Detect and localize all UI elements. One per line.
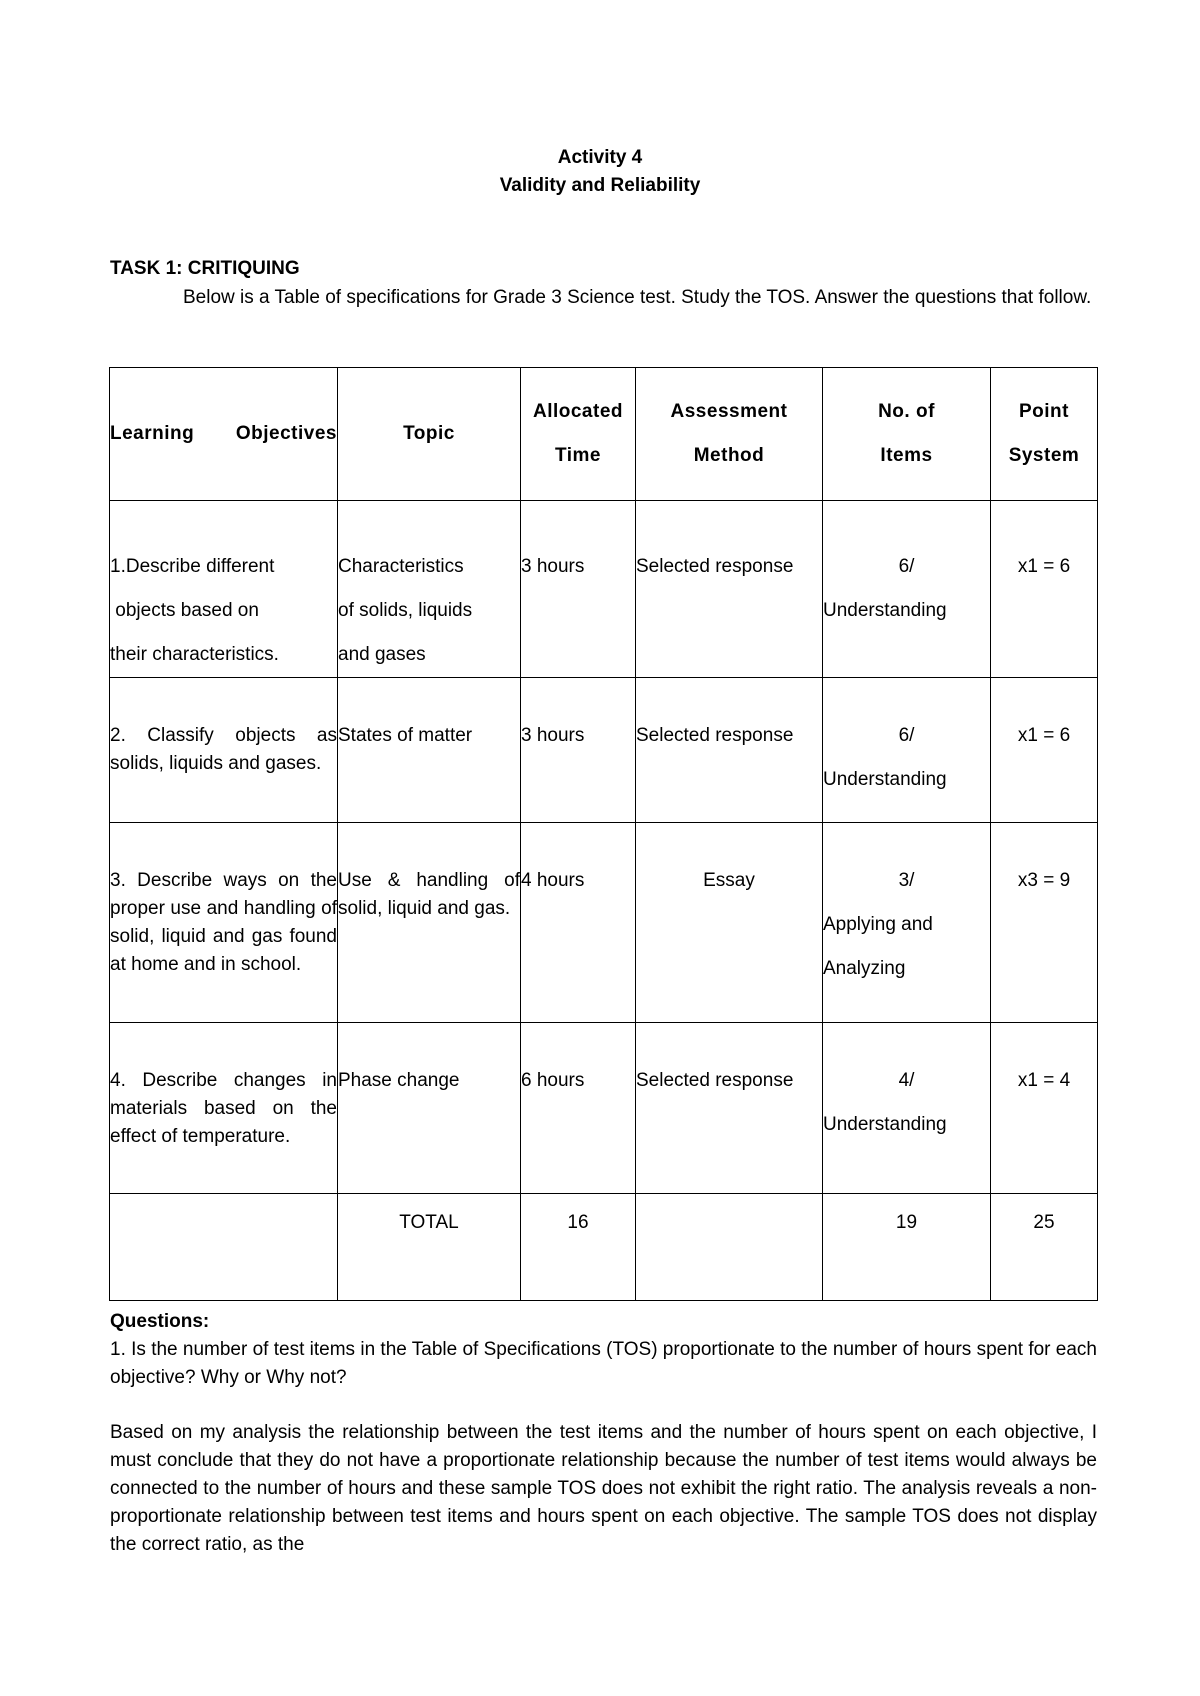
row4-objective: 4. Describe changes in materials based on the effect of temperature.	[110, 1023, 338, 1194]
row1-objective-line3: their characteristics.	[110, 644, 279, 665]
header-time-line1: Allocated	[532, 401, 624, 422]
row4-topic: Phase change	[338, 1023, 521, 1194]
row3-topic: Use & handling of solid, liquid and gas.	[338, 823, 521, 1023]
row3-items-count: 3/	[898, 870, 915, 891]
table-row	[110, 1023, 1098, 1194]
row1-items-level: Understanding	[823, 600, 947, 621]
row1-topic-line1: Characteristics	[338, 556, 464, 577]
row2-items-level: Understanding	[823, 769, 947, 790]
row1-objective-line1: 1.Describe different	[110, 556, 275, 577]
row1-objective	[110, 501, 338, 678]
total-empty-cell	[110, 1194, 338, 1301]
header-points	[991, 368, 1098, 501]
row2-time: 3 hours	[521, 678, 636, 823]
row1-topic-line2: of solids, liquids	[338, 600, 473, 621]
row4-points: x1 = 4	[991, 1023, 1098, 1194]
page-title: Activity 4	[557, 147, 643, 168]
row3-objective: 3. Describe ways on the proper use and handling of solid, liquid and gas found at home and in school.	[110, 823, 338, 1023]
row4-items-level: Understanding	[823, 1114, 947, 1135]
row4-items	[823, 1023, 991, 1194]
answer-paragraph: Based on my analysis the relationship between the test items and the number of hours spent on each objective, I must conclude that they do not have a proportionate relationship because the number of test items would always be connected to the number of hours and these sample TOS does not exhibit the right ratio. The analysis reveals a non-proportionate relationship between test items and hours spent on each objective. The sample TOS does not display the correct ratio, as the	[110, 1422, 1097, 1555]
total-items: 19	[823, 1194, 991, 1301]
row2-objective: 2. Classify objects as solids, liquids and gases.	[110, 678, 338, 823]
tos-table	[109, 367, 1098, 1301]
header-points-line2: System	[1008, 445, 1080, 466]
row3-method: Essay	[636, 823, 823, 1023]
question-1: 1. Is the number of test items in the Table of Specifications (TOS) proportionate to the number of hours spent for each objective? Why or Why not?	[110, 1339, 1097, 1388]
row2-method: Selected response	[636, 678, 823, 823]
header-items-line2: Items	[880, 445, 933, 466]
table-total-row	[110, 1194, 1098, 1301]
row1-items	[823, 501, 991, 678]
header-time-line2: Time	[554, 445, 601, 466]
total-method-empty	[636, 1194, 823, 1301]
page-subtitle: Validity and Reliability	[499, 175, 701, 196]
header-method	[636, 368, 823, 501]
row4-method: Selected response	[636, 1023, 823, 1194]
row1-topic	[338, 501, 521, 678]
row2-topic: States of matter	[338, 678, 521, 823]
row3-points: x3 = 9	[991, 823, 1098, 1023]
row4-time: 6 hours	[521, 1023, 636, 1194]
row3-items-level-1: Applying and	[823, 914, 933, 935]
row1-method: Selected response	[636, 501, 823, 678]
table-row	[110, 823, 1098, 1023]
row1-items-count: 6/	[898, 556, 915, 577]
total-time: 16	[521, 1194, 636, 1301]
row4-items-count: 4/	[898, 1070, 915, 1091]
row1-points: x1 = 6	[991, 501, 1098, 678]
table-row	[110, 501, 1098, 678]
table-header-row	[110, 368, 1098, 501]
header-topic: Topic	[338, 368, 521, 501]
total-label: TOTAL	[338, 1194, 521, 1301]
header-method-line2: Method	[693, 445, 765, 466]
task-heading: TASK 1: CRITIQUING	[110, 258, 300, 279]
row2-points: x1 = 6	[991, 678, 1098, 823]
table-row	[110, 678, 1098, 823]
header-items-line1: No. of	[878, 401, 935, 422]
questions-heading: Questions:	[110, 1311, 210, 1332]
row2-items	[823, 678, 991, 823]
header-items	[823, 368, 991, 501]
row1-objective-line2: objects based on	[110, 600, 259, 621]
task-intro: Below is a Table of specifications for Grade 3 Science test. Study the TOS. Answer the questions that follow.	[183, 287, 1092, 308]
row1-time: 3 hours	[521, 501, 636, 678]
row3-items-level-2: Analyzing	[823, 958, 906, 979]
header-method-line1: Assessment	[670, 401, 788, 422]
row3-time: 4 hours	[521, 823, 636, 1023]
total-points: 25	[991, 1194, 1098, 1301]
header-objectives: Learning Objectives	[110, 368, 338, 501]
header-time	[521, 368, 636, 501]
header-points-line1: Point	[1019, 401, 1069, 422]
row2-items-count: 6/	[898, 725, 915, 746]
row1-topic-line3: and gases	[338, 644, 426, 665]
row3-items	[823, 823, 991, 1023]
